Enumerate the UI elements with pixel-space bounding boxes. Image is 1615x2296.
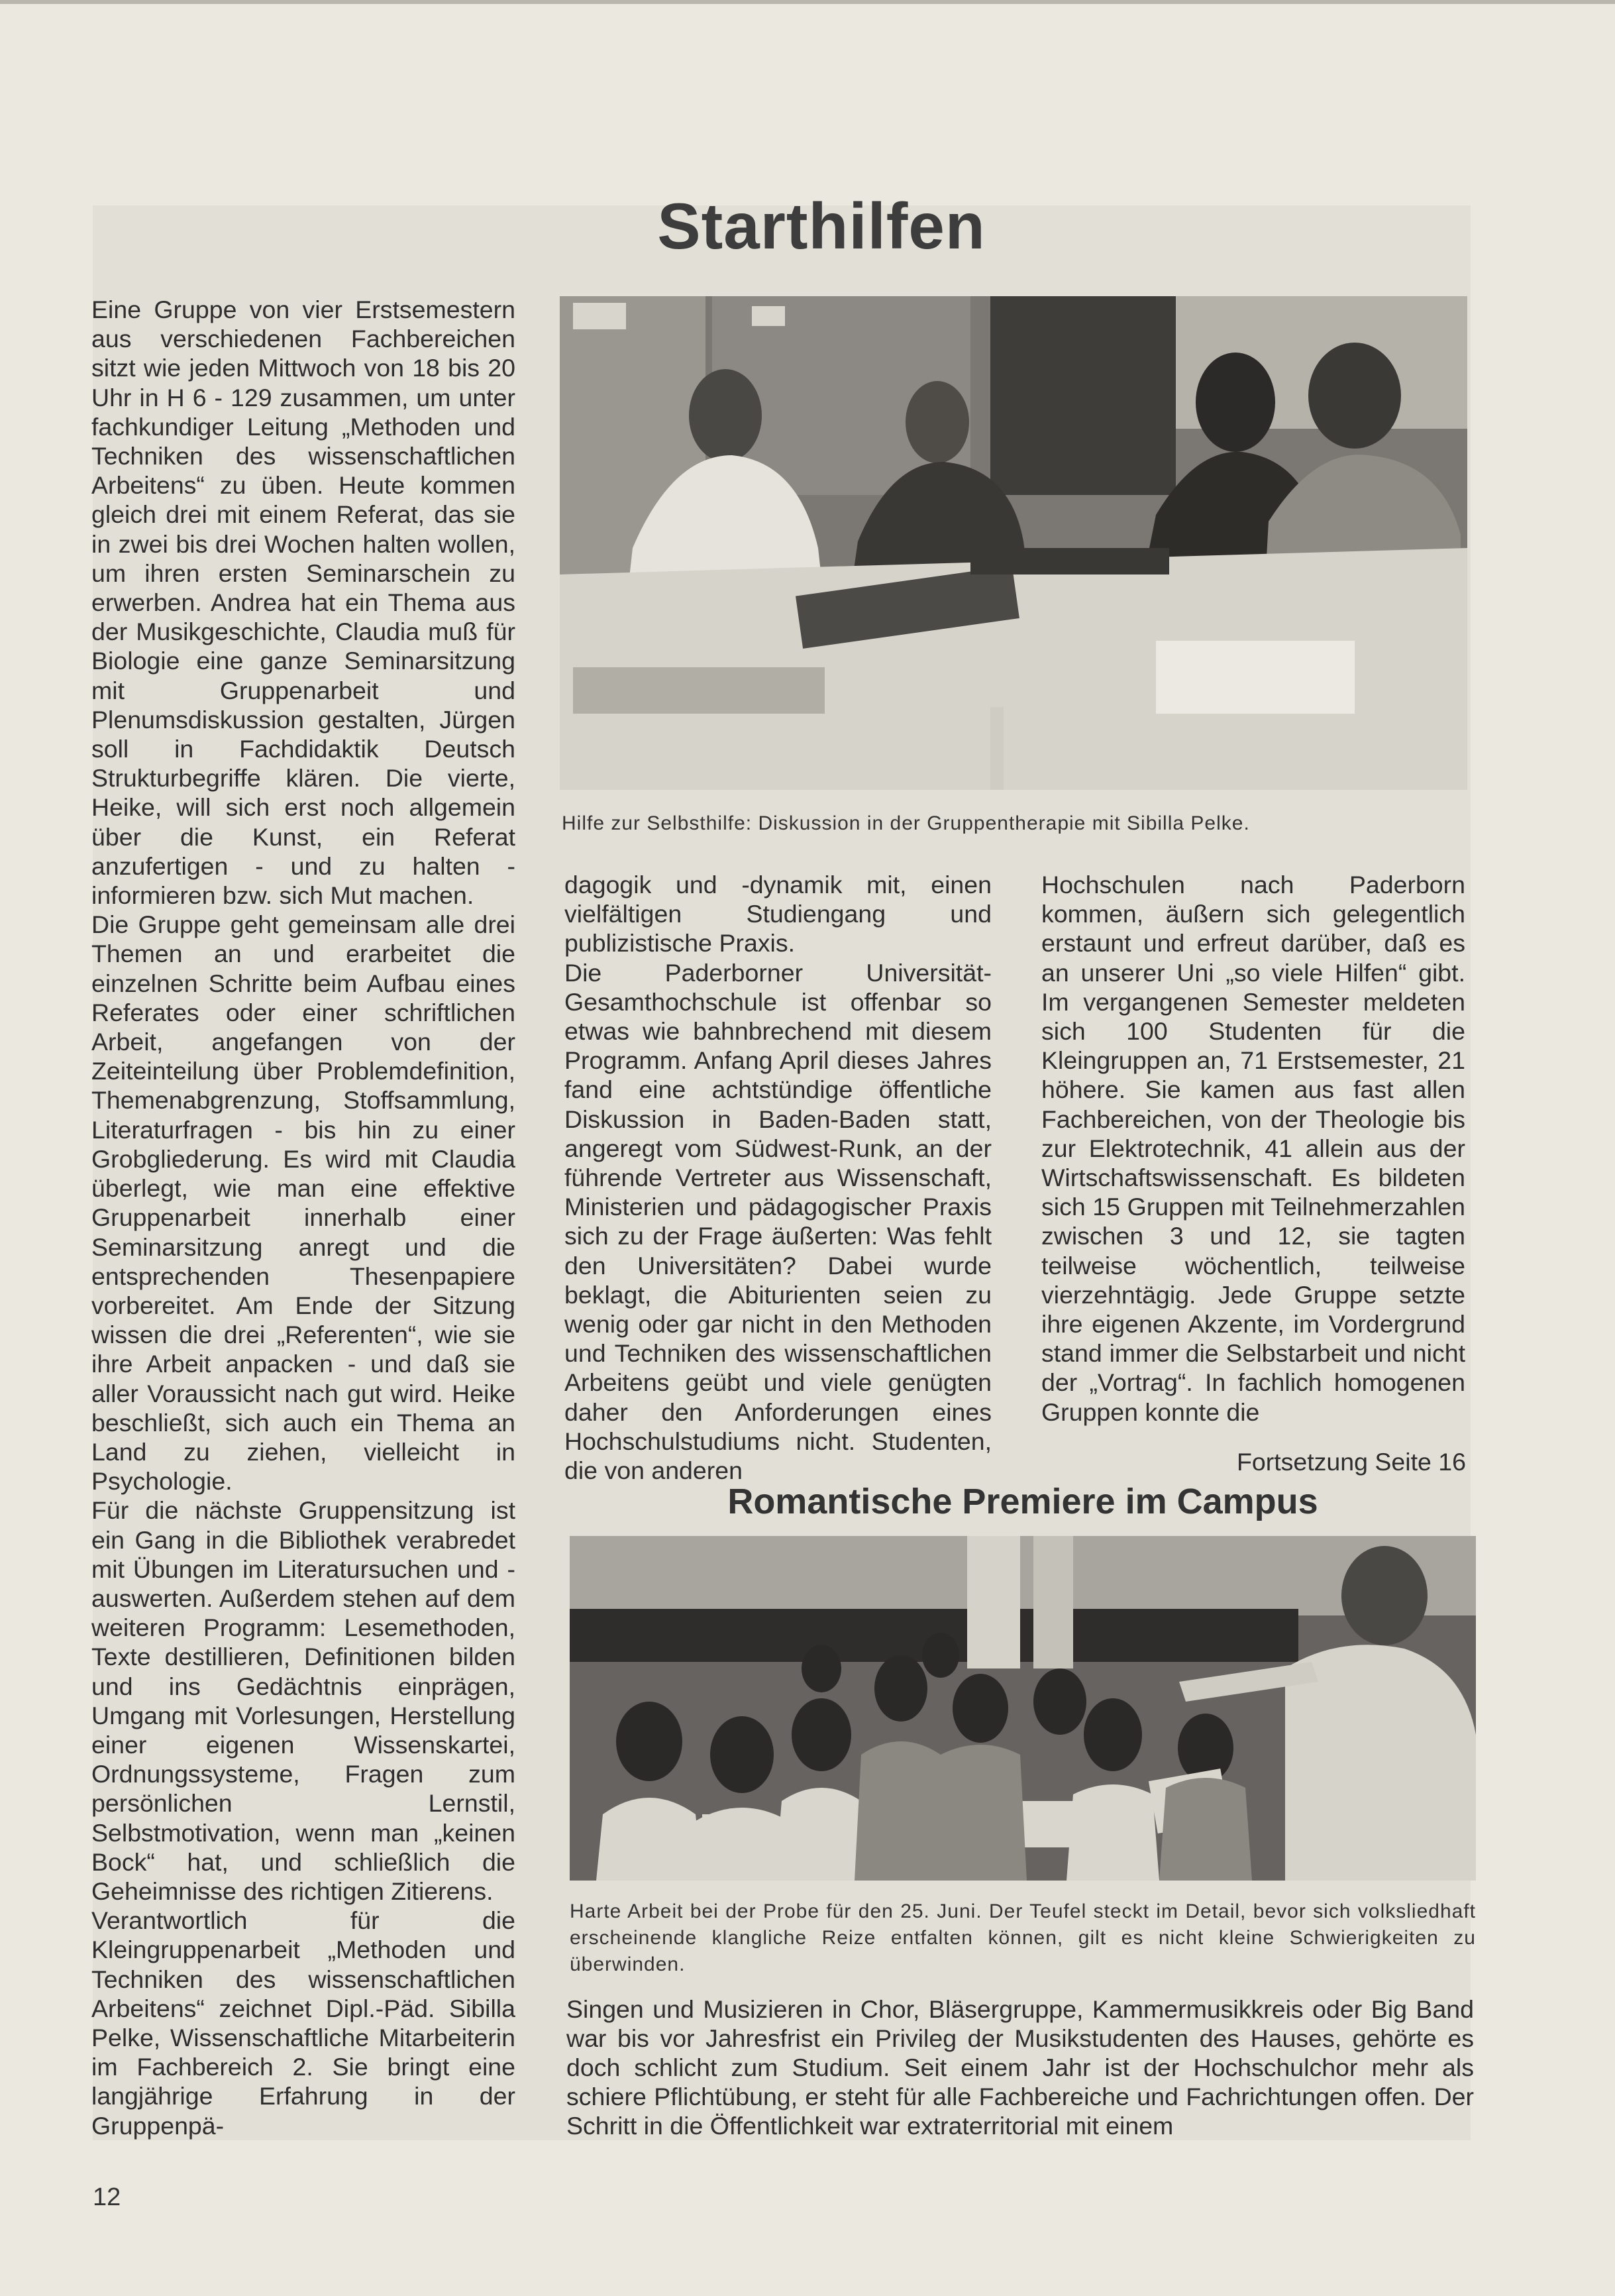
page-number: 12: [93, 2183, 121, 2211]
paragraph: Singen und Musizieren in Chor, Bläsergruppe, Kammermusikkreis oder Big Band war bis vor Jahresfrist ein Privileg der Musikstudenten des Hauses, gehörte es doch schlicht zum Studium. Seit einem Jahr ist der Hochschulchor mehr als schiere Pflichtübung, er steht für alle Fachbereiche und Fachrichtungen offen. Der Schritt in die Öffentlichkeit war extraterritorial mit einem: [566, 1995, 1474, 2140]
top-rule: [0, 0, 1615, 4]
choir-rehearsal-photo: [570, 1536, 1476, 1881]
paragraph: Die Gruppe geht gemeinsam alle drei Themen an und erarbeitet die einzelnen Schritte beim Aufbau eines Referates oder einer schriftlichen Arbeit, angefangen von der Zeiteinteilung über Problemdefinition, Themenabgrenzung, Stoffsammlung, Literaturfragen - bis hin zu einer Grobgliederung. Es wird mit Claudia überlegt, wie man eine effektive Gruppenarbeit innerhalb einer Seminarsitzung anregt und die entsprechenden Thesenpapiere vorbereitet. Am Ende der Sitzung wissen die drei „Referenten“, wie sie ihre Arbeit anpacken - und daß sie aller Voraussicht nach gut wird. Heike beschließt, sich auch ein Thema an Land zu ziehen, vielleicht in Psychologie.: [91, 910, 515, 1496]
continued-note: Fortsetzung Seite 16: [1236, 1448, 1466, 1476]
article-title: Starthilfen: [657, 190, 986, 262]
right-column: [1041, 870, 1465, 1427]
section-title: Romantische Premiere im Campus: [727, 1482, 1318, 1521]
group-discussion-photo: [560, 296, 1467, 790]
paragraph: dagogik und -dynamik mit, einen vielfältigen Studiengang und publizistische Praxis.: [564, 871, 992, 957]
photo-caption: Harte Arbeit bei der Probe für den 25. Juni. Der Teufel steckt im Detail, bevor sich volksliedhaft erscheinende klangliche Reize entfalten können, gilt es nicht kleine Schwierigkeiten zu überwinden.: [570, 1900, 1476, 1975]
paragraph: Verantwortlich für die Kleingruppenarbeit „Methoden und Techniken des wissenschaftlichen Arbeitens“ zeichnet Dipl.-Päd. Sibilla Pelke, Wissenschaftliche Mitarbeiterin im Fachbereich 2. Sie bringt eine langjährige Erfahrung in der Gruppenpä-: [91, 1906, 515, 2140]
left-column: [91, 295, 515, 2140]
paragraph: Die Paderborner Universität-Gesamthochschule ist offenbar so etwas wie bahnbrechend mit diesem Programm. Anfang April dieses Jahres fand eine achtstündige öffentliche Diskussion in Baden-Baden statt, angeregt vom Südwest-Runk, an der führende Vertreter aus Wissenschaft, Ministerien und pädagogischer Praxis sich zu der Frage äußerten: Was fehlt den Universitäten? Dabei wurde beklagt, die Abiturienten seien zu wenig oder gar nicht in den Methoden und Techniken des wissenschaftlichen Arbeitens geübt und viele genügten daher den Anforderungen eines Hochschulstudiums nicht. Studenten, die von anderen: [564, 958, 992, 1485]
paragraph: Für die nächste Gruppensitzung ist ein Gang in die Bibliothek verabredet mit Übungen im Literatursuchen und -auswerten. Außerdem stehen auf dem weiteren Programm: Lesemethoden, Texte destillieren, Definitionen bilden und ins Gedächtnis einprägen, Umgang mit Vorlesungen, Herstellung einer eigenen Wissenskartei, Ordnungssysteme, Fragen zum persönlichen Lernstil, Selbstmotivation, wenn man „keinen Bock“ hat, und schließlich die Geheimnisse des richtigen Zitierens.: [91, 1496, 515, 1905]
middle-column: [564, 870, 992, 1485]
photo-caption: Hilfe zur Selbsthilfe: Diskussion in der Gruppentherapie mit Sibilla Pelke.: [562, 812, 1250, 834]
paragraph: Eine Gruppe von vier Erstsemestern aus verschiedenen Fachbereichen sitzt wie jeden Mittwoch von 18 bis 20 Uhr in H 6 - 129 zusammen, um unter fachkundiger Leitung „Methoden und Techniken des wissenschaftlichen Arbeitens“ zu üben. Heute kommen gleich drei mit einem Referat, das sie in zwei bis drei Wochen halten wollen, um ihren ersten Seminarschein zu erwerben. Andrea hat ein Thema aus der Musikgeschichte, Claudia muß für Biologie eine ganze Seminarsitzung mit Gruppenarbeit und Plenumsdiskussion gestalten, Jürgen soll in Fachdidaktik Deutsch Strukturbegriffe klären. Die vierte, Heike, will sich erst noch allgemein über die Kunst, ein Referat anzufertigen - und zu halten - informieren bzw. sich Mut machen.: [91, 296, 515, 910]
choir-article-text: [566, 1995, 1474, 2140]
paragraph: Hochschulen nach Paderborn kommen, äußern sich gelegentlich erstaunt und erfreut darüber, daß es an unserer Uni „so viele Hilfen“ gibt. Im vergangenen Semester meldeten sich 100 Studenten für die Kleingruppen an, 71 Erstsemester, 21 höhere. Sie kamen aus fast allen Fachbereichen, von der Theologie bis zur Elektrotechnik, 41 allein aus der Wirtschaftswissenschaft. Es bildeten sich 15 Gruppen mit Teilnehmerzahlen zwischen 3 und 12, sie tagten teilweise wöchentlich, teilweise vierzehntägig. Jede Gruppe setzte ihre eigenen Akzente, im Vordergrund stand immer die Selbstarbeit und nicht der „Vortrag“. In fachlich homogenen Gruppen konnte die: [1041, 871, 1465, 1426]
